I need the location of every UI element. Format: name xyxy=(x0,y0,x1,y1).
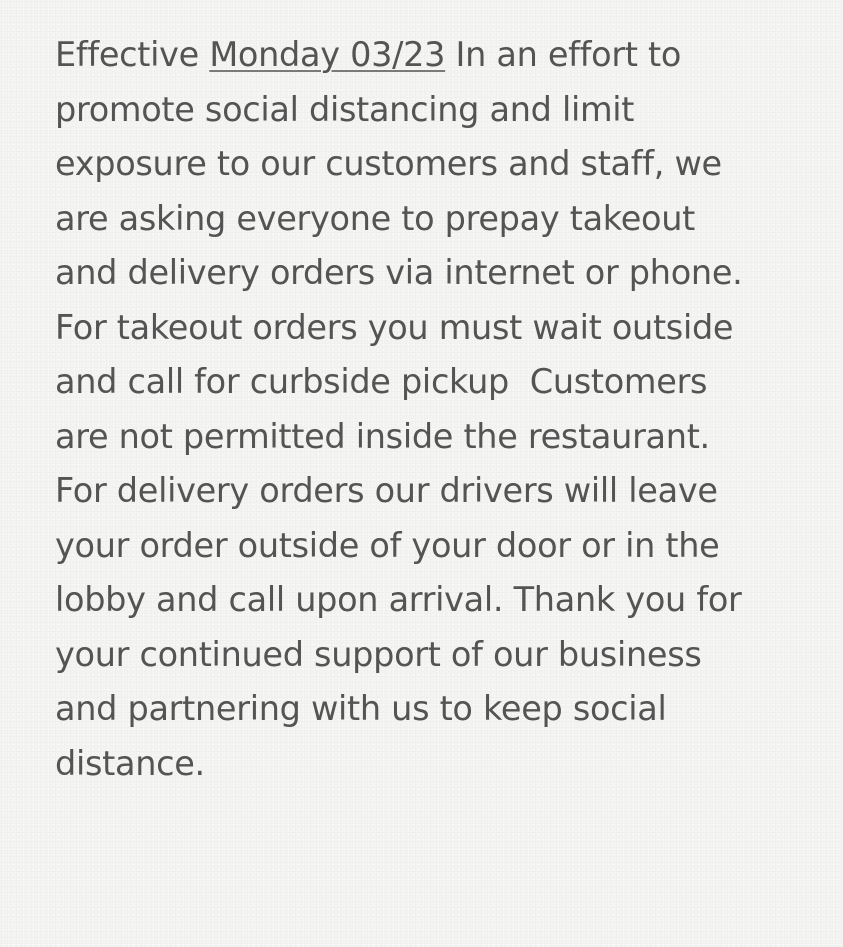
notice-text xyxy=(55,28,815,791)
notice-line: and partnering with us to keep social xyxy=(55,689,667,728)
notice-line: and delivery orders via internet or phone. xyxy=(55,253,743,292)
notice-line: are not permitted inside the restaurant. xyxy=(55,416,710,456)
notice-line xyxy=(55,28,815,83)
notice-line: your order outside of your door or in the xyxy=(55,525,720,565)
notice-line: promote social distancing and limit xyxy=(55,89,635,129)
notice-line: are asking everyone to prepay takeout xyxy=(55,198,695,238)
notice-line-suffix: In an effort to xyxy=(445,35,682,74)
notice-line: For delivery orders our drivers will leave xyxy=(55,471,718,510)
notice-line: exposure to our customers and staff, we xyxy=(55,144,722,183)
date-link[interactable]: Monday 03/23 xyxy=(209,35,446,74)
notice-line: For takeout orders you must wait outside xyxy=(55,307,734,347)
notice-line: lobby and call upon arrival. Thank you for xyxy=(55,580,742,619)
notice-line: your continued support of our business xyxy=(55,634,702,674)
notice-line: distance. xyxy=(55,743,205,783)
notice-prefix: Effective xyxy=(55,35,210,74)
notice-line: and call for curbside pickup Customers xyxy=(55,362,708,401)
